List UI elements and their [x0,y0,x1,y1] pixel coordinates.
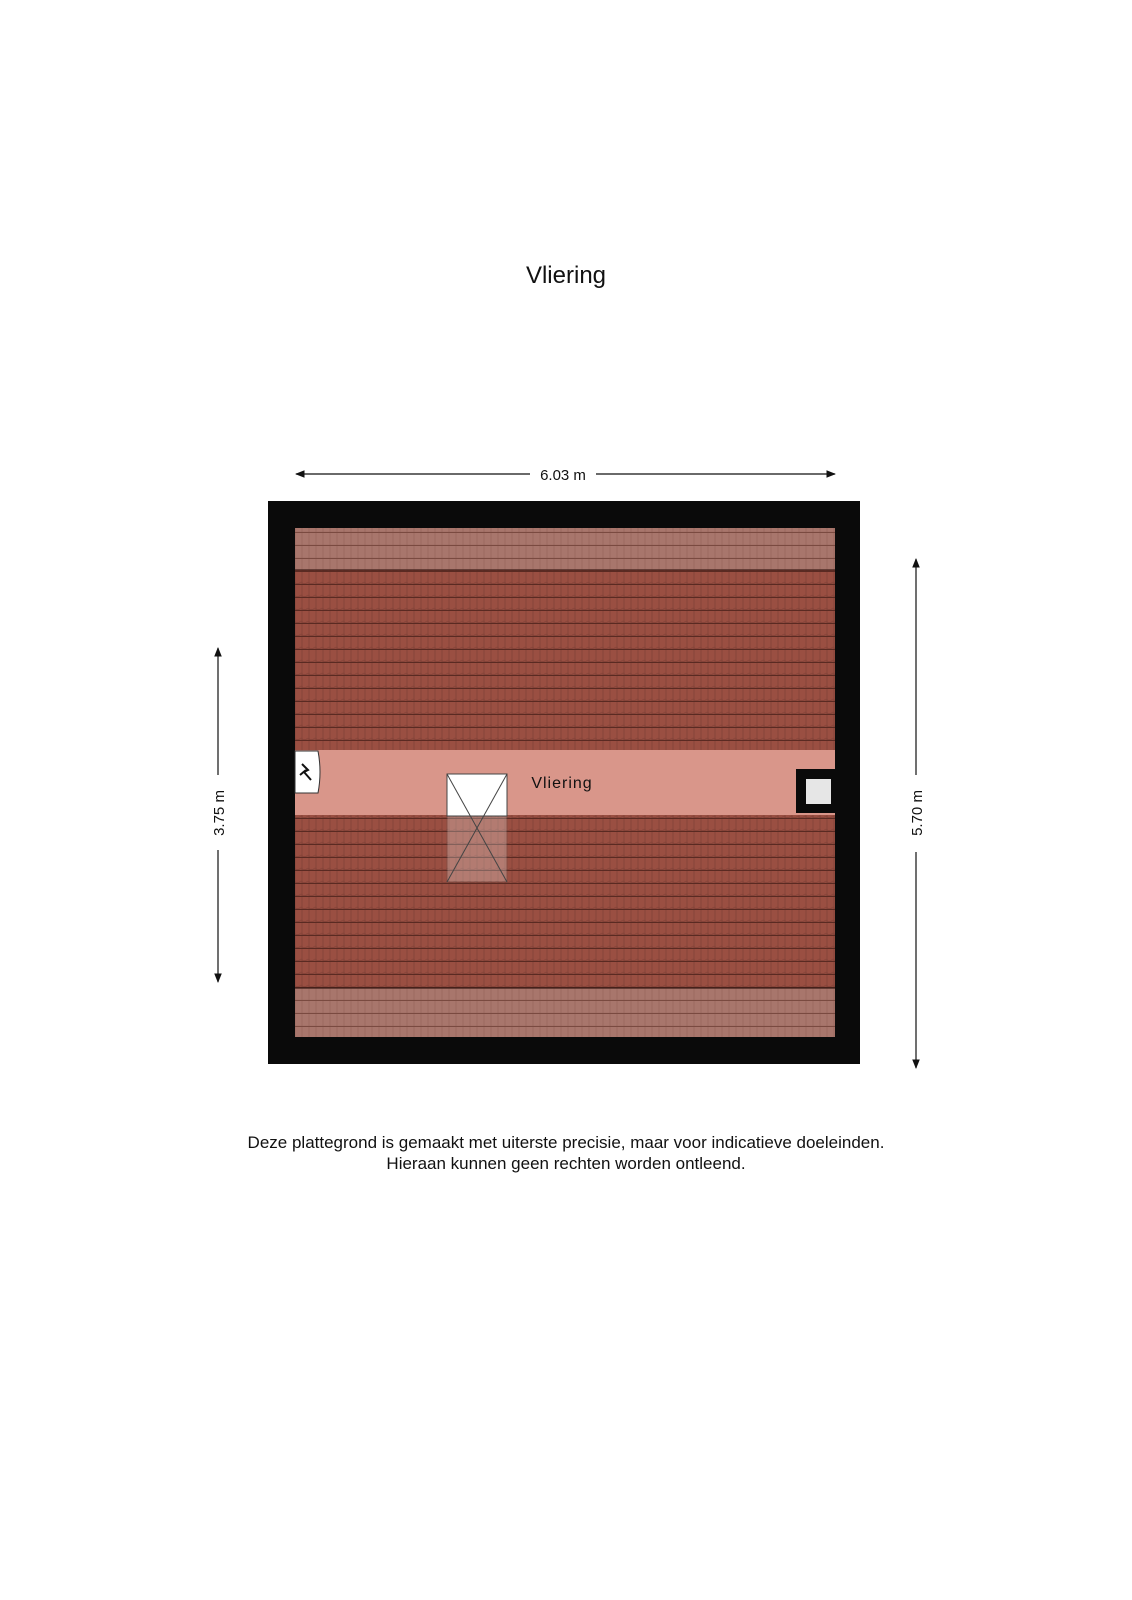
page-title: Vliering [525,262,607,289]
chimney-icon [796,769,835,813]
right-height-dimension [909,559,926,1068]
roof-bottom-eave [295,988,835,1037]
disclaimer [0,1132,1132,1174]
left-height-label: 3.75 m [211,790,228,836]
left-height-dimension [211,648,228,982]
boiler-icon [295,751,320,793]
disclaimer-line-1: Deze plattegrond is gemaakt met uiterste precisie, maar voor indicatieve doeleinden. [247,1133,885,1152]
width-label: 6.03 m [540,467,586,484]
right-height-label: 5.70 m [909,790,926,836]
width-dimension [296,467,835,484]
disclaimer-line-2: Hieraan kunnen geen rechten worden ontleend. [386,1154,746,1173]
roof-top-eave [295,528,835,570]
skylight-icon [447,774,507,882]
room-label: Vliering [531,775,593,792]
